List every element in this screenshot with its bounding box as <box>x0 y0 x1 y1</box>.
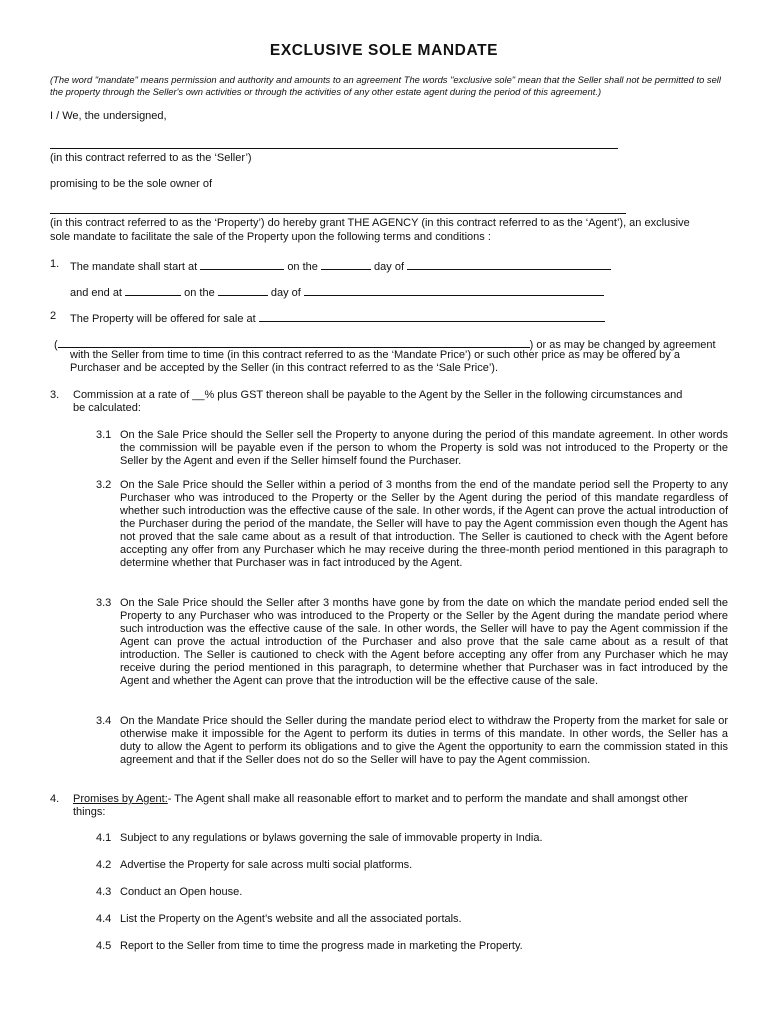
clause-3-text-line-2: be calculated: <box>73 402 141 414</box>
clause-2-cont-line-1: with the Seller from time to time (in this contract referred to as the ‘Mandate Price’) or such other price as may be offered by a <box>70 349 680 361</box>
clause-1-start-text: The mandate shall start at <box>70 261 198 273</box>
document-title: EXCLUSIVE SOLE MANDATE <box>269 42 499 59</box>
clause-4-4-number: 4.4 <box>96 913 112 925</box>
clause-4-3-text: Conduct an Open house. <box>120 886 243 898</box>
clause-1-on-the: on the <box>287 261 318 273</box>
clause-3-3-text: On the Sale Price should the Seller after 3 months have gone by from the date on which the mandate period ended sell the Property to any Purchaser who was introduced to the Property or the Seller by the Agent during the mandate period where such introduction was the effective cause of the sale. In other words, the Seller will have to pay the Agent commission if the Agent can prove the actual introduction of the Purchaser and also prove that the sale came about as a result of that introduction. The Seller is cautioned to check with the Agent before accepting any offer from any Purchaser which he may receive during the period mentioned in this paragraph, to determine whether that Purchaser was in fact introduced by the Agent and whether the Agent can prove that the introduction will be the effective cause of the sale. <box>120 597 728 687</box>
clause-3-3-number: 3.3 <box>96 597 112 609</box>
seller-name-line[interactable] <box>50 148 618 149</box>
clause-1-end-day-of: day of <box>270 287 301 299</box>
clause-2-cont-line-2: Purchaser and be accepted by the Seller (in this contract referred to as the ‘Sale Price’). <box>70 362 498 374</box>
clause-3-2-text: On the Sale Price should the Seller within a period of 3 months from the end of the mandate period sell the Property to any Purchaser who was introduced to the Property or the Seller by the Agent during the period of this mandate regardless of whether such introduction was the effective cause of the sale. In other words, if the Agent can prove the actual introduction of the Purchaser during the period of the mandate, the Seller will have to pay the Agent commission even though the Agent has not proved that the sale came about as a result of that introduction. The Seller is cautioned to check with the Agent before accepting any offer from any Purchaser which he may receive during the three-month period mentioned in this paragraph to determine whether that Purchaser was in fact introduced by the Agent. <box>120 479 728 569</box>
clause-4-3-number: 4.3 <box>96 886 112 898</box>
clause-4-number: 4. <box>50 793 60 805</box>
offer-price-blank[interactable] <box>259 310 605 322</box>
start-day-blank[interactable] <box>321 258 371 270</box>
clause-2-text: The Property will be offered for sale at <box>70 313 256 325</box>
clause-3-2-number: 3.2 <box>96 479 112 491</box>
end-time-blank[interactable] <box>125 284 181 296</box>
clause-4-2-text: Advertise the Property for sale across multi social platforms. <box>120 859 413 871</box>
clause-4-text-line-2: things: <box>73 806 106 818</box>
clause-4-heading: Promises by Agent: <box>73 793 168 805</box>
clause-1-end-text: and end at <box>70 287 122 299</box>
clause-3-text-line-1: Commission at a rate of __% plus GST thereon shall be payable to the Agent by the Seller in the following circumstances and <box>73 389 683 401</box>
owner-of-label: promising to be the sole owner of <box>50 178 213 190</box>
start-time-blank[interactable] <box>200 258 284 270</box>
clause-1-end-row <box>70 284 604 300</box>
clause-1-start-row <box>70 258 611 274</box>
clause-4-row <box>73 793 688 806</box>
mandate-price-blank[interactable] <box>58 336 530 348</box>
clause-3-4-text: On the Mandate Price should the Seller during the mandate period elect to withdraw the Property from the market for sale or otherwise make it impossible for the Agent to perform its duties in terms of this mandate. In other words, the Seller has a duty to allow the Agent to perform its obligations and to give the Agent the opportunity to earn the commission stated in this agreement and that if the Seller does not do so the Seller will have to pay the Agent commission. <box>120 715 728 766</box>
clause-1-number: 1. <box>50 258 60 270</box>
intro-note-line-1: (The word "mandate" means permission and authority and amounts to an agreement The words "exclusive sole" mean that the Seller shall not be permitted to sell <box>50 74 721 85</box>
start-month-blank[interactable] <box>407 258 611 270</box>
clause-4-1-number: 4.1 <box>96 832 112 844</box>
clause-2-row <box>70 310 605 326</box>
clause-4-4-text: List the Property on the Agent’s website and all the associated portals. <box>120 913 462 925</box>
clause-4-5-number: 4.5 <box>96 940 112 952</box>
clause-3-1-text: On the Sale Price should the Seller sell the Property to anyone during the period of this mandate agreement. In other words the commission will be payable even if the person to whom the Property is sold was not introduced to the Property or the Seller by the Agent and even if the Seller himself found the Purchaser. <box>120 429 728 467</box>
clause-4-2-number: 4.2 <box>96 859 112 871</box>
clause-2-after-blank: ) or as may be changed by agreement <box>529 339 716 351</box>
clause-3-1-number: 3.1 <box>96 429 112 441</box>
property-line[interactable] <box>50 213 626 214</box>
undersigned-label: I / We, the undersigned, <box>50 110 167 122</box>
intro-note-line-2: the property through the Seller's own activities or through the activities of any other estate agent during the period of this agreement.) <box>50 86 602 97</box>
end-month-blank[interactable] <box>304 284 604 296</box>
property-ref-line-2: sole mandate to facilitate the sale of the Property upon the following terms and conditions : <box>50 231 491 243</box>
seller-ref-text: (in this contract referred to as the ‘Seller’) <box>50 152 252 164</box>
clause-4-text-line-1: - The Agent shall make all reasonable effort to market and to perform the mandate and shall amongst other <box>167 793 688 805</box>
end-day-blank[interactable] <box>218 284 268 296</box>
clause-4-5-text: Report to the Seller from time to time the progress made in marketing the Property. <box>120 940 523 952</box>
clause-4-1-text: Subject to any regulations or bylaws governing the sale of immovable property in India. <box>120 832 543 844</box>
property-ref-line-1: (in this contract referred to as the ‘Property’) do hereby grant THE AGENCY (in this contract referred to as the ‘Agent’), an exclusive <box>50 217 690 229</box>
clause-3-4-number: 3.4 <box>96 715 112 727</box>
clause-2-number: 2 <box>50 310 57 322</box>
clause-1-day-of: day of <box>374 261 404 273</box>
clause-1-end-on-the: on the <box>184 287 215 299</box>
clause-3-number: 3. <box>50 389 60 401</box>
clause-2-open-paren: ( <box>54 339 58 351</box>
